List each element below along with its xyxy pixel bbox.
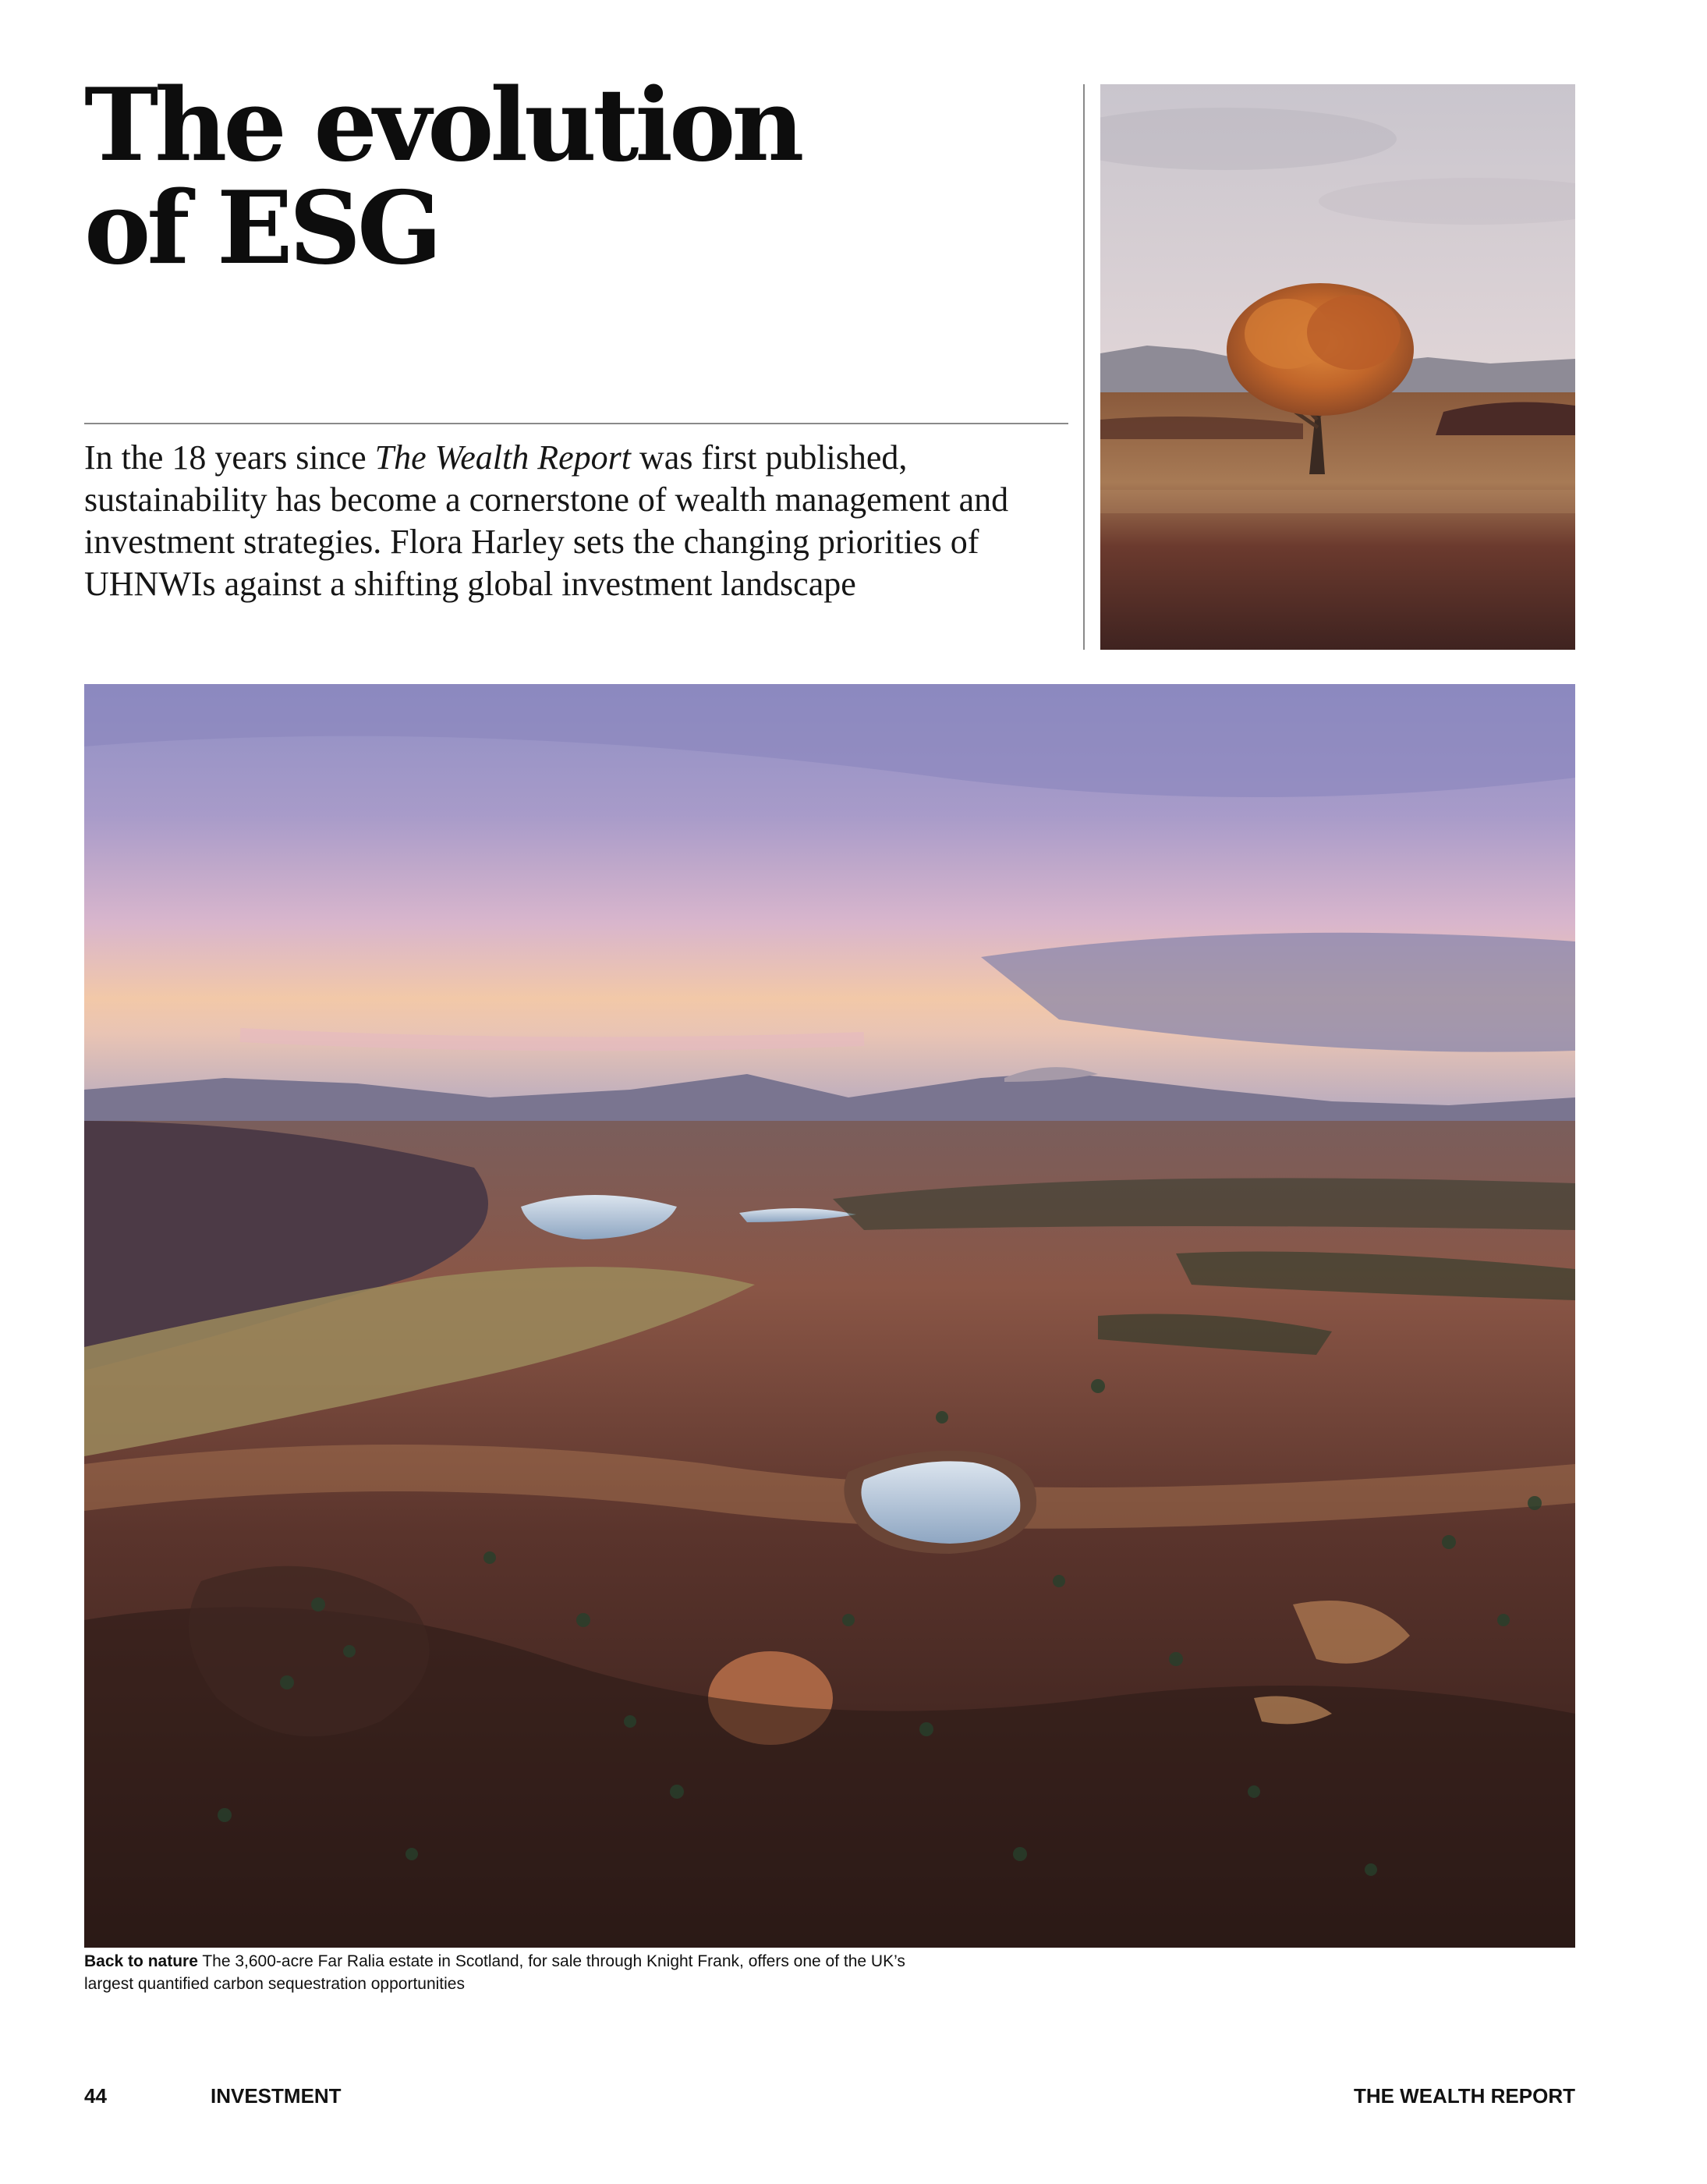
article-title <box>84 67 1020 287</box>
photo-caption <box>84 1950 911 1995</box>
section-name: INVESTMENT <box>211 2084 342 2108</box>
caption-text: The 3,600-acre Far Ralia estate in Scotland, for sale through Knight Frank, offers one of the UK’s largest quantified carbon sequestration opportunities <box>84 1952 905 1993</box>
standfirst-rest: was first published, sustainability has become a cornerstone of wealth management and investment strategies. Flora Harley sets the changing priorities of UHNWIs against a shifting global investment landscape <box>84 438 1009 603</box>
page-number: 44 <box>84 2084 107 2108</box>
caption-lead: Back to nature <box>84 1952 198 1970</box>
standfirst <box>84 437 1043 605</box>
tree-photo <box>1100 84 1575 650</box>
standfirst-intro: In the 18 years since <box>84 438 375 477</box>
horizontal-divider <box>84 423 1068 424</box>
title-line-1: The evolution <box>84 67 801 184</box>
publication-name: THE WEALTH REPORT <box>1353 2084 1575 2108</box>
title-line-2: of ESG <box>84 170 439 287</box>
standfirst-publication: The Wealth Report <box>374 438 632 477</box>
estate-aerial-photo <box>84 684 1575 1948</box>
vertical-divider <box>1083 84 1085 650</box>
